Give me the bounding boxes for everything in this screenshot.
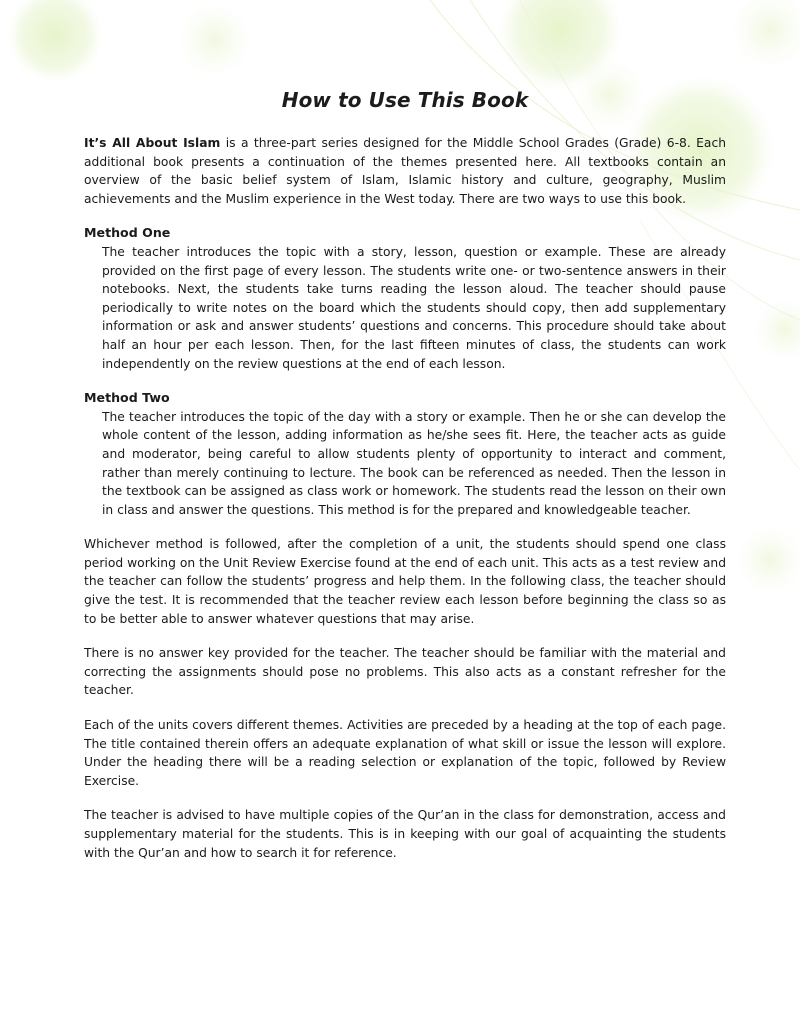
units-themes-paragraph: Each of the units covers different themes. Activities are preceded by a heading at the top of each page. The title contained therein offers an adequate explanation of what skill or issue the lesson will explore. Under the heading there will be a reading selection or explanation of the topic, followed by Review Exercise.: [84, 718, 726, 788]
series-name: It’s All About Islam: [84, 136, 221, 150]
method-one-heading: Method One: [84, 225, 171, 241]
quran-copies-paragraph: The teacher is advised to have multiple copies of the Qur’an in the class for demonstration, access and supplementary material for the students. This is in keeping with our goal of acquainting the students with the Qur’an and how to search it for reference.: [84, 808, 726, 860]
answer-key-paragraph: There is no answer key provided for the teacher. The teacher should be familiar with the material and correcting the assignments should pose no problems. This also acts as a constant refresher for the teacher.: [84, 646, 726, 698]
unit-review-paragraph: Whichever method is followed, after the completion of a unit, the students should spend one class period working on the Unit Review Exercise found at the end of each unit. This acts as a test review and the teacher can follow the students’ progress and help them. In the following class, the teacher should give the test. It is recommended that the teacher review each lesson before beginning the class so as to be better able to answer whatever questions that may arise.: [84, 537, 726, 626]
page-content: [84, 88, 726, 878]
bubble-decoration: [730, 0, 800, 70]
method-two-heading: Method Two: [84, 390, 170, 406]
intro-text: is a three-part series designed for the Middle School Grades (Grade) 6-8. Each additional book presents a continuation of the themes presented here. All textbooks contain an overview of the basic belief system of Islam, Islamic history and culture, geography, Muslim achievements and the Muslim experience in the West today. There are two ways to use this book.: [84, 136, 726, 206]
method-one-section: [84, 224, 726, 373]
bubble-decoration: [753, 298, 800, 362]
method-two-section: [84, 389, 726, 519]
bubble-decoration: [7, 0, 103, 83]
method-two-body: The teacher introduces the topic of the day with a story or example. Then he or she can develop the whole content of the lesson, adding information as he/she sees fit. Here, the teacher acts as guide and moderator, being careful to allow students plenty of opportunity to interact and comment, rather than merely continuing to lecture. The book can be referenced as needed. Then the lesson in the textbook can be assigned as class work or homework. The students read the lesson on their own in class and answer the questions. This method is for the prepared and knowledgeable teacher.: [102, 409, 726, 517]
bubble-decoration: [177, 2, 253, 78]
intro-paragraph: [84, 134, 726, 208]
page-title: How to Use This Book: [281, 88, 529, 112]
bubble-decoration: [735, 525, 800, 595]
method-one-body: The teacher introduces the topic with a story, lesson, question or example. These are already provided on the first page of every lesson. The students write one- or two-sentence answers in their notebooks. Next, the students take turns reading the lesson aloud. The teacher should pause periodically to write notes on the board which the students should copy, then add supplementary information or ask and answer students’ questions and concerns. This procedure should take about half an hour per each lesson. Then, for the last fifteen minutes of class, the students can work independently on the review questions at the end of each lesson.: [102, 244, 726, 371]
